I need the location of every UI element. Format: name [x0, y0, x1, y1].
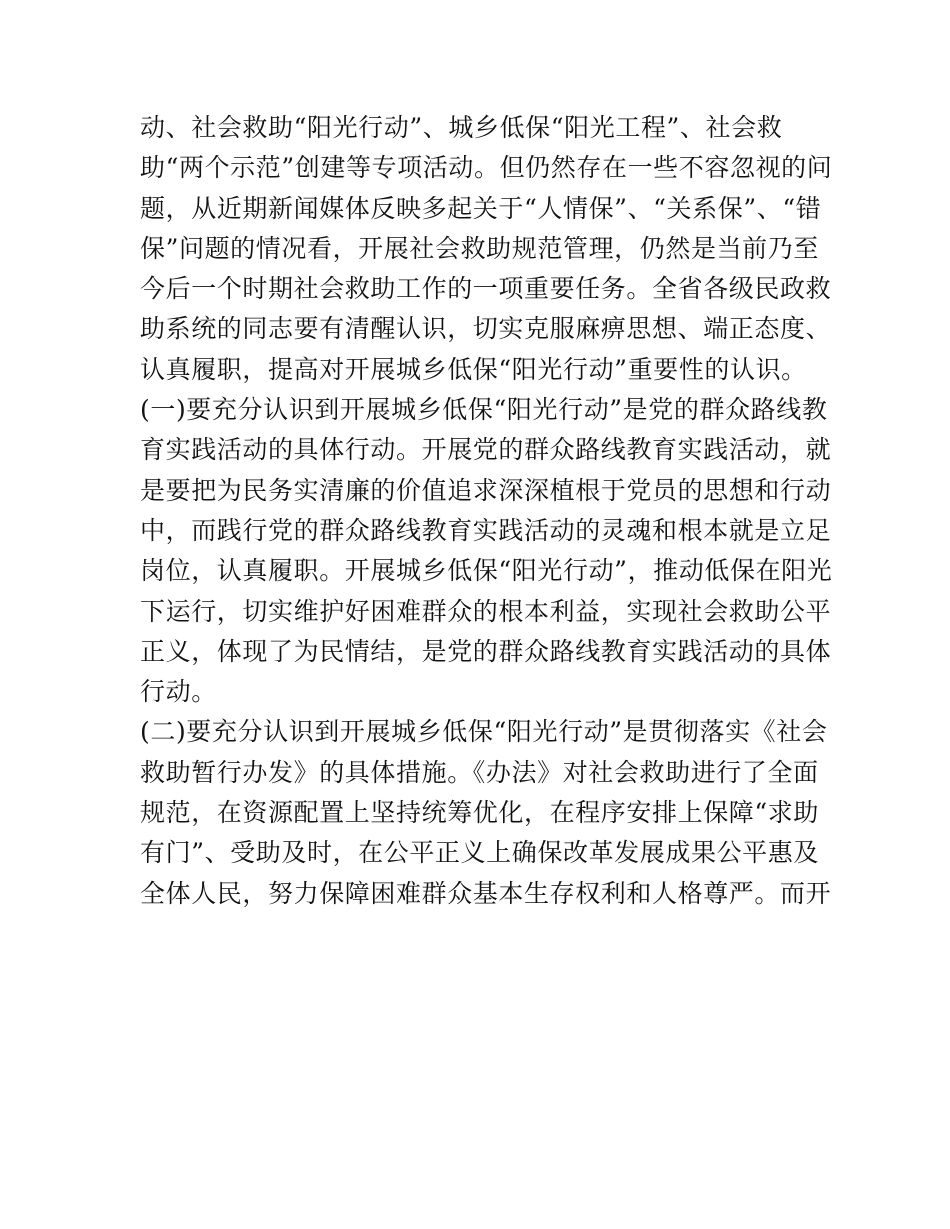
text-line: 今后一个时期社会救助工作的一项重要任务。全省各级民政救: [140, 274, 832, 304]
text-line: 岗位，认真履职。开展城乡低保“阳光行动”，推动低保在阳光: [140, 556, 833, 586]
text-line: 救助暂行办发》的具体措施。《办法》对社会救助进行了全面: [140, 757, 819, 787]
text-line: 题，从近期新闻媒体反映多起关于“人情保”、“关系保”、“错: [140, 193, 822, 223]
text-line: 正义，体现了为民情结，是党的群众路线教育实践活动的具体: [140, 636, 832, 666]
document-body: [140, 108, 833, 914]
text-line: 下运行，切实维护好困难群众的根本利益，实现社会救助公平: [140, 596, 832, 626]
text-line: 中，而践行党的群众路线教育实践活动的灵魂和根本就是立足: [140, 515, 832, 545]
text-line: 行动。: [140, 677, 217, 707]
text-line: 助“两个示范”创建等专项活动。但仍然存在一些不容忽视的问: [140, 153, 833, 183]
section-heading-line: (一)要充分认识到开展城乡低保“阳光行动”是党的群众路线教: [140, 395, 828, 425]
text-line: 规范，在资源配置上坚持统筹优化，在程序安排上保障“求助: [140, 798, 819, 828]
section-heading-line: (二)要充分认识到开展城乡低保“阳光行动”是贯彻落实《社会: [140, 717, 828, 747]
text-line: 有门”、受助及时，在公平正义上确保改革发展成果公平惠及: [140, 838, 819, 868]
text-line: 全体人民，努力保障困难群众基本生存权利和人格尊严。而开: [140, 878, 832, 908]
text-line: 动、社会救助“阳光行动”、城乡低保“阳光工程”、社会救: [140, 113, 783, 142]
text-line: 育实践活动的具体行动。开展党的群众路线教育实践活动，就: [140, 435, 832, 465]
text-line: 认真履职，提高对开展城乡低保“阳光行动”重要性的认识。: [140, 354, 807, 384]
text-line: 保”问题的情况看，开展社会救助规范管理，仍然是当前乃至: [140, 233, 819, 263]
text-line: 助系统的同志要有清醒认识，切实克服麻痹思想、端正态度、: [140, 314, 832, 344]
text-line: 是要把为民务实清廉的价值追求深深植根于党员的思想和行动: [140, 475, 832, 505]
